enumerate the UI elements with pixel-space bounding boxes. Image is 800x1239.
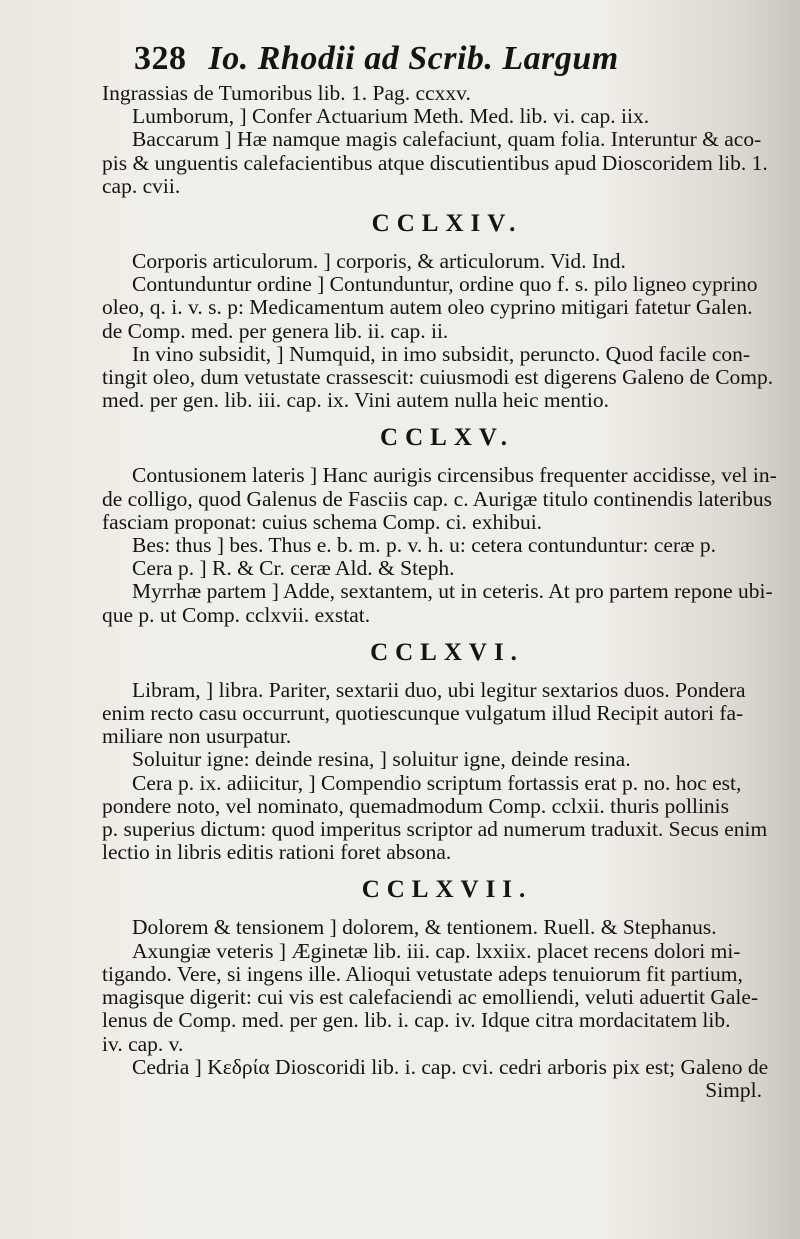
text-line: tigando. Vere, si ingens ille. Alioqui vetustate adeps tenuiorum fit partium, — [102, 961, 743, 986]
section-heading: CCLXV. — [380, 424, 514, 452]
text-line: Contusionem lateris ] Hanc aurigis circensibus frequenter accidisse, vel in- — [132, 463, 777, 488]
text-line: pondere noto, vel nominato, quemadmodum Comp. cclxii. thuris pollinis — [102, 793, 730, 818]
text-line: que p. ut Comp. cclxvii. exstat. — [102, 602, 371, 627]
text-line: Cera p. ix. adiicitur, ] Compendio scriptum fortassis erat p. no. hoc est, — [132, 770, 742, 795]
text-line: oleo, q. i. v. s. p: Medicamentum autem oleo cyprino mitigari fatetur Galen. — [102, 295, 753, 320]
text-line: iv. cap. v. — [102, 1031, 184, 1056]
text-line: lenus de Comp. med. per gen. lib. i. cap. iv. Idque citra mordacitatem lib. — [102, 1008, 731, 1033]
text-line: Soluitur igne: deinde resina, ] soluitur igne, deinde resina. — [132, 747, 631, 772]
text-line: miliare non usurpatur. — [102, 724, 292, 749]
text-line: Cedria ] Κεδρία Dioscoridi lib. i. cap. cvi. cedri arboris pix est; Galeno de — [132, 1054, 769, 1079]
text-line: In vino subsidit, ] Numquid, in imo subsidit, perunctо. Quod facile con- — [132, 341, 751, 366]
page-number: 328 — [134, 40, 187, 77]
text-line: Dolorem & tensionem ] dolorem, & tentionem. Ruell. & Stephanus. — [132, 915, 717, 940]
text-line: Axungiæ veteris ] Æginetæ lib. iii. cap. lxxiix. placet recens dolori mi- — [132, 938, 741, 963]
running-title: Io. Rhodii ad Scrib. Largum — [208, 40, 619, 77]
text-line: enim recto casu occurrunt, quotiescunque vulgatum illud Recipit autori fa- — [102, 701, 744, 726]
text-line: tingit oleo, dum vetustate crassescit: cuiusmodi est digerens Galeno de Comp. — [102, 365, 774, 390]
text-line: de Comp. med. per genera lib. ii. cap. ii. — [102, 318, 449, 343]
text-line: lectio in libris editis rationi foret absona. — [102, 840, 452, 865]
text-line: Contunduntur ordine ] Contunduntur, ordine quo f. s. pilo ligneo cyprino — [132, 272, 758, 297]
text-line: Cera p. ] R. & Cr. ceræ Ald. & Steph. — [132, 556, 455, 581]
text-line: pis & unguentis calefacientibus atque discutientibus apud Dioscoridem lib. 1. — [102, 150, 768, 175]
text-line: Bes: thus ] bes. Thus e. b. m. p. v. h. u: cetera contunduntur: ceræ p. — [132, 533, 716, 558]
text-block — [102, 82, 792, 1102]
section-heading: CCLXVI. — [370, 638, 524, 666]
text-line: Libram, ] libra. Pariter, sextarii duo, ubi legitur sextarios duos. Pondera — [132, 677, 746, 702]
text-line: Lumborum, ] Confer Actuarium Meth. Med. lib. vi. cap. iix. — [132, 104, 650, 129]
text-line: cap. cvii. — [102, 173, 181, 198]
text-line: de colligo, quod Galenus de Fasciis cap. c. Aurigæ titulo continendis lateribus — [102, 486, 772, 511]
text-line: med. per gen. lib. iii. cap. ix. Vini autem nulla heic mentio. — [102, 388, 610, 413]
text-line: fasciam proponat: cuius schema Comp. ci. exhibui. — [102, 509, 543, 534]
text-line: Myrrhæ partem ] Adde, sextantem, ut in ceteris. At pro partem repone ubi- — [132, 579, 773, 604]
section-heading: CCLXIV. — [371, 210, 523, 238]
running-head — [134, 40, 654, 86]
text-line: magisque digerit: cui vis est calefaciendi ac emolliendi, veluti aduertit Gale- — [102, 985, 759, 1010]
text-line: Corporis articulorum. ] corporis, & articulorum. Vid. Ind. — [132, 249, 626, 274]
text-line-final: Simpl. — [705, 1077, 762, 1102]
text-line: Ingrassias de Tumoribus lib. 1. Pag. ccxxv. — [102, 81, 471, 105]
text-line: Baccarum ] Hæ namque magis calefaciunt, quam folia. Interuntur & aco- — [132, 127, 762, 152]
text-line: p. superius dictum: quod imperitus scriptor ad numerum traduxit. Secus enim — [102, 817, 768, 842]
section-heading: CCLXVII. — [361, 876, 533, 904]
